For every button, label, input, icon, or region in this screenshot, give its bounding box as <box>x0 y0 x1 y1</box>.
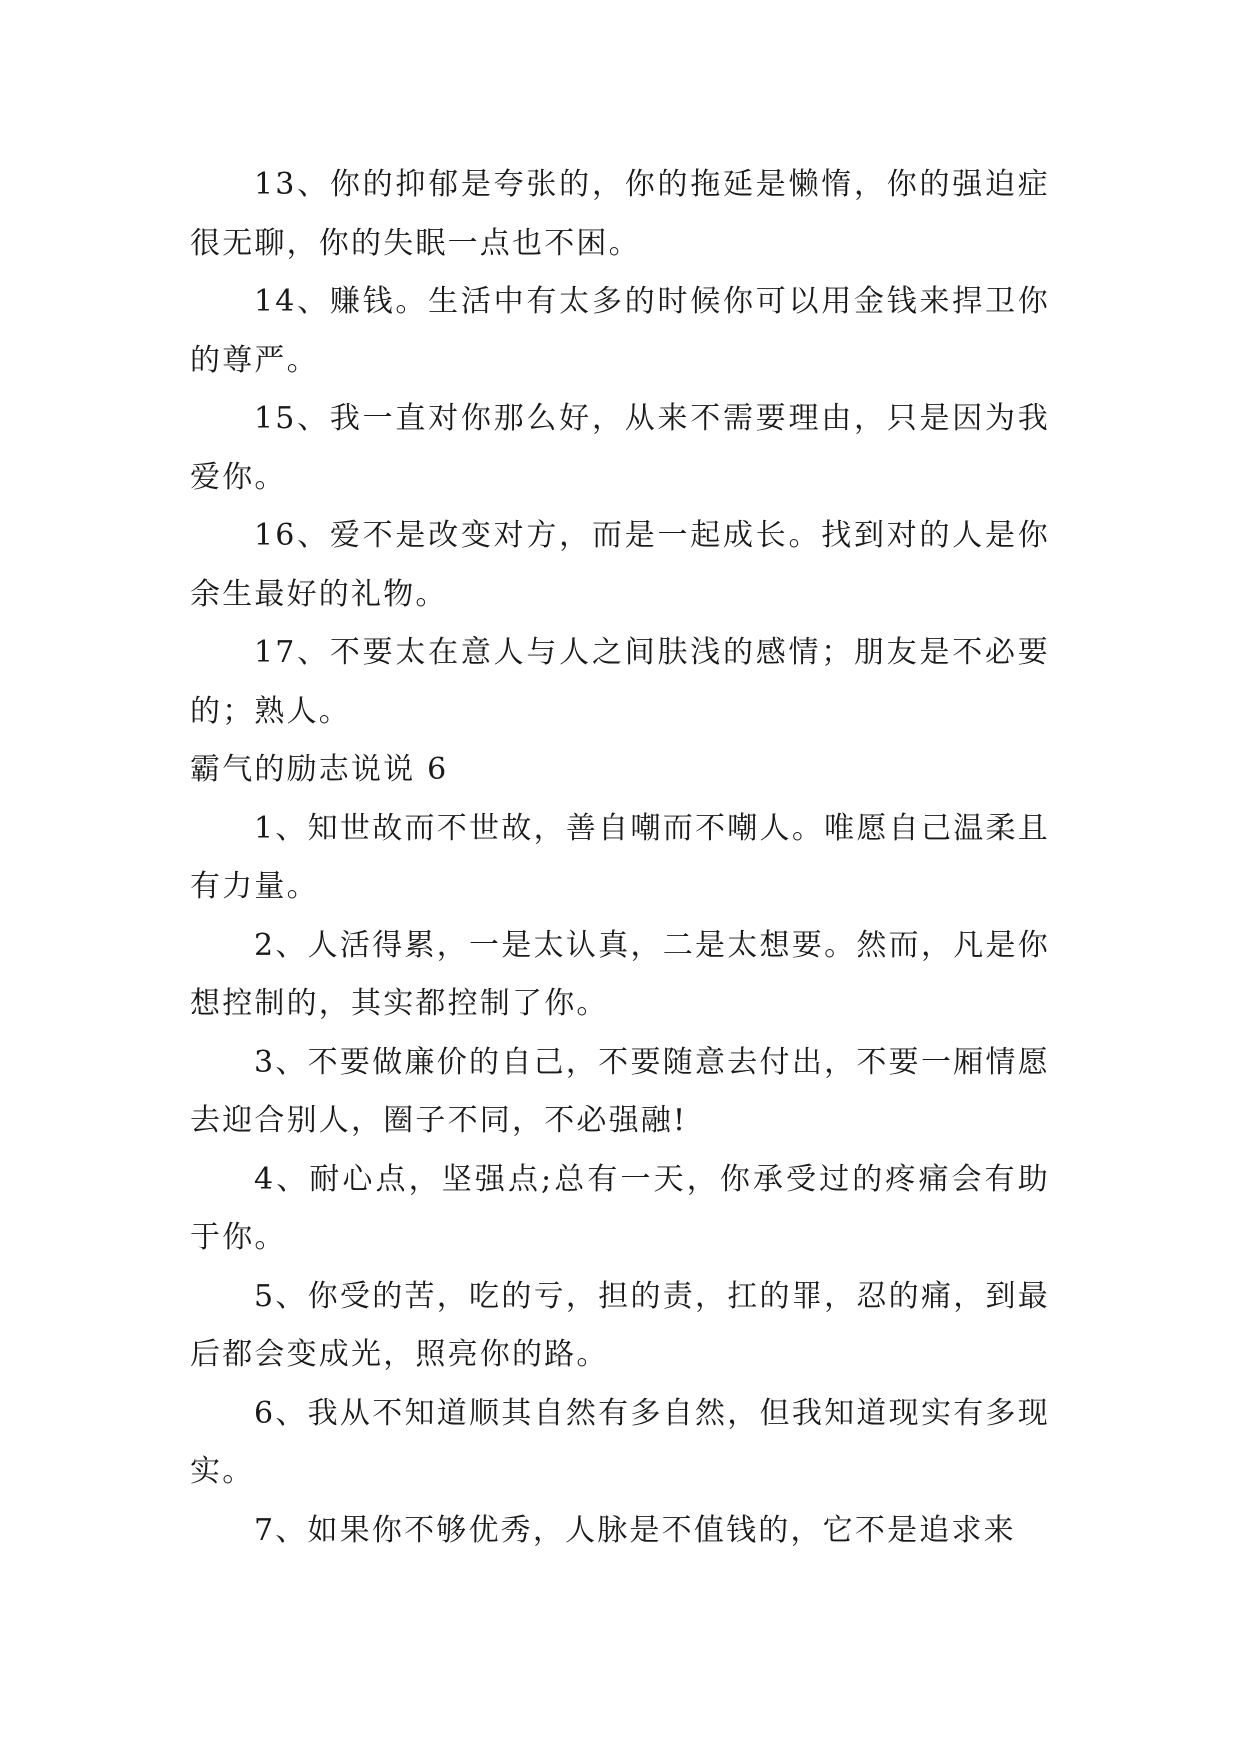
paragraph-7: 7、如果你不够优秀，人脉是不值钱的，它不是追求来 <box>254 1512 1016 1548</box>
paragraph-17: 17、不要太在意人与人之间肤浅的感情；朋友是不必要的；熟人。 <box>190 635 1050 729</box>
section-heading: 霸气的励志说说 6 <box>190 752 449 787</box>
paragraph-16: 16、爱不是改变对方，而是一起成长。找到对的人是你余生最好的礼物。 <box>190 518 1050 612</box>
paragraph-14: 14、赚钱。生活中有太多的时候你可以用金钱来捍卫你的尊严。 <box>190 284 1050 378</box>
paragraph-15: 15、我一直对你那么好，从来不需要理由，只是因为我爱你。 <box>190 401 1050 495</box>
paragraph-13: 13、你的抑郁是夸张的，你的拖延是懒惰，你的强迫症很无聊，你的失眠一点也不困。 <box>190 167 1050 261</box>
paragraph-3: 3、不要做廉价的自己，不要随意去付出，不要一厢情愿去迎合别人，圈子不同，不必强融! <box>190 1044 1050 1138</box>
paragraph-2: 2、人活得累，一是太认真，二是太想要。然而，凡是你想控制的，其实都控制了你。 <box>190 927 1050 1021</box>
paragraph-5: 5、你受的苦，吃的亏，担的责，扛的罪，忍的痛，到最后都会变成光，照亮你的路。 <box>190 1278 1050 1372</box>
paragraph-6: 6、我从不知道顺其自然有多自然，但我知道现实有多现实。 <box>190 1395 1050 1489</box>
paragraph-1: 1、知世故而不世故，善自嘲而不嘲人。唯愿自己温柔且有力量。 <box>190 810 1050 904</box>
paragraph-4: 4、耐心点，坚强点;总有一天，你承受过的疼痛会有助于你。 <box>190 1161 1050 1255</box>
document-body <box>190 156 1050 1560</box>
